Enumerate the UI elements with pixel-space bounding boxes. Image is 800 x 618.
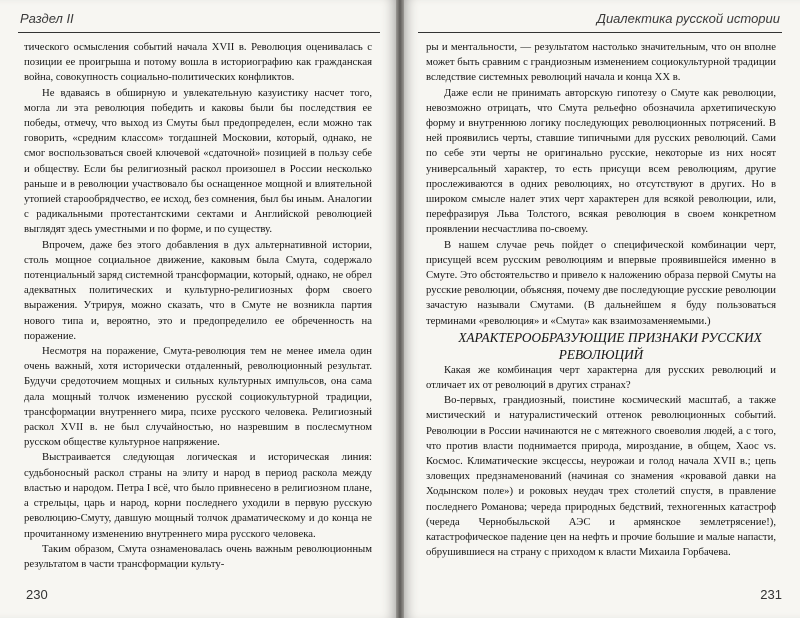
right-paragraph-3: В нашем случае речь пойдет о специфической комбинации черт, присущей всем русским революциям и впервые проявившейся именно в Смуте. Это обстоятельство и привело к наложению образа первой Смуты на русские революции, объясняя, почему две последующие русские революции зачастую называли Смутами. (В дальнейшем я буду пользоваться терминами «революция» и «Смута» как взаимозаменяемыми.) <box>426 238 776 327</box>
left-paragraph-4: Несмотря на поражение, Смута-революция тем не менее имела один очень важный, хотя исторически отдаленный, революционный результат. Будучи средоточием мощных и сильных культурных импульсов, она сама дала мощный толчок изменению русской социокультурной традиции, трансформации внутреннего мира, психе русского человека. Религиозный раскол XVII в. не был случайностью, но назревшим в послесмутном русском обществе культурное напряжение. <box>24 345 372 449</box>
right-paragraph-4: Какая же комбинация черт характерна для русских революций и отличает их от революций в других странах? <box>426 363 776 392</box>
left-paragraph-2: Не вдаваясь в обширную и увлекательную казуистику насчет того, могла ли эта революция победить и каковы были бы последствия ее победы, отмечу, что выход из Смуты был предопределен, если можно так говорить, «средним классом» тогдашней Московии, который, однако, не смог воспользоваться своей ключевой «сдаточной» позицией в пользу себе и обществу. Если бы религиозный раскол произошел в России несколько раньше и в революции участвовало бы оснащенное мощной и влиятельной утопией старообрядчество, ее исход, без сомнения, был бы иным. Аналогии с радикальными протестантскими сектами и Английской революцией выглядят здесь уместными и по форме, и по существу. <box>24 86 372 236</box>
right-page-body <box>426 40 776 561</box>
right-page-number: 231 <box>760 587 782 602</box>
section-heading: ХАРАКТЕРООБРАЗУЮЩИЕ ПРИЗНАКИ РУССКИХ РЕВОЛЮЦИЙ <box>458 329 762 362</box>
left-header-text: Раздел II <box>20 11 74 26</box>
left-running-header <box>18 8 380 33</box>
left-page-number: 230 <box>26 587 48 602</box>
left-paragraph-1: тического осмысления событий начала XVII в. Революция оценивалась с позиции ее проигрыша и потому вошла в историографию как гражданская война, совокупность социально-политических конфликтов. <box>24 41 372 84</box>
right-page <box>404 0 800 618</box>
right-running-header <box>418 8 782 33</box>
left-paragraph-6: Таким образом, Смута ознаменовалась очень важным революционным результатом в части трансформации культу- <box>24 542 372 570</box>
right-paragraph-5: Во-первых, грандиозный, поистине космический масштаб, а также мистический и натуралистический оттенок революционных событий. Революции в России начинаются не с мятежного своеволия людей, а с того, что против власти поднимается природа, мироздание, в общем, Хаос vs. Космос. Климатические эксцессы, неурожаи и голод начала XVII в.; цепь зловещих предзнаменований (начиная со знамения «кровавой давки на Ходынском поле») и роковых неудач трех столетий спустя, в правление последнего Романова; череда природных бедствий, техногенных катастроф (череда Чернобыльской АЭС и армянское землетрясение!), катастрофическое падение цен на нефть и прочие большие и малые напасти, обрушившиеся на страну с приходом к власти Михаила Горбачева. <box>426 394 776 559</box>
left-page <box>0 0 396 618</box>
right-header-text: Диалектика русской истории <box>596 11 780 26</box>
left-page-body <box>24 40 372 572</box>
left-paragraph-3: Впрочем, даже без этого добавления в дух альтернативной истории, столь мощное социальное движение, каковым была Смута, содержало потенциальный заряд системной трансформации, который, однако, не обрел адекватных политических и культурно-религиозных форм своего выражения. Утрируя, можно сказать, что в Смуте не возникла партия нового типа и, вероятно, это и предопределило ее обреченность на поражение. <box>24 238 372 342</box>
left-paragraph-5: Выстраивается следующая логическая и историческая линия: судьбоносный раскол страны на элиту и народ в период раскола между властью и народом. Петра I всё, что было привнесено в религиозном плане, а стрельцы, царь и народ, корни последнего уходили в первую русскую революцию-Смуту, давшую мощный толчок драматическому и до конца не прочитанному изменению внутреннего мира русского человека. <box>24 451 372 540</box>
book-gutter <box>396 0 404 618</box>
right-paragraph-2: Даже если не принимать авторскую гипотезу о Смуте как революции, невозможно отрицать, что Смута рельефно обозначила архетипическую форму и внутреннюю логику последующих революционных потрясений. В ней проявились черты, ставшие типичными для русских революций. Сами по себе эти черты не оригинально русские, некоторые из них носят универсальный характер, то есть присущи всем революциям, другие прослеживаются в одних революциях, но отсутствуют в других. Но в широком смысле налет этих черт характерен для всякой революции, или, перефразируя Льва Толстого, всякая революция в своем конкретном проявлении несчастлива по-своему. <box>426 86 776 236</box>
right-paragraph-1: ры и ментальности, — результатом настолько значительным, что он вполне может быть сравним с грандиозным изменением социокультурной традиции вследствие системных революций начала и конца XX в. <box>426 41 776 84</box>
